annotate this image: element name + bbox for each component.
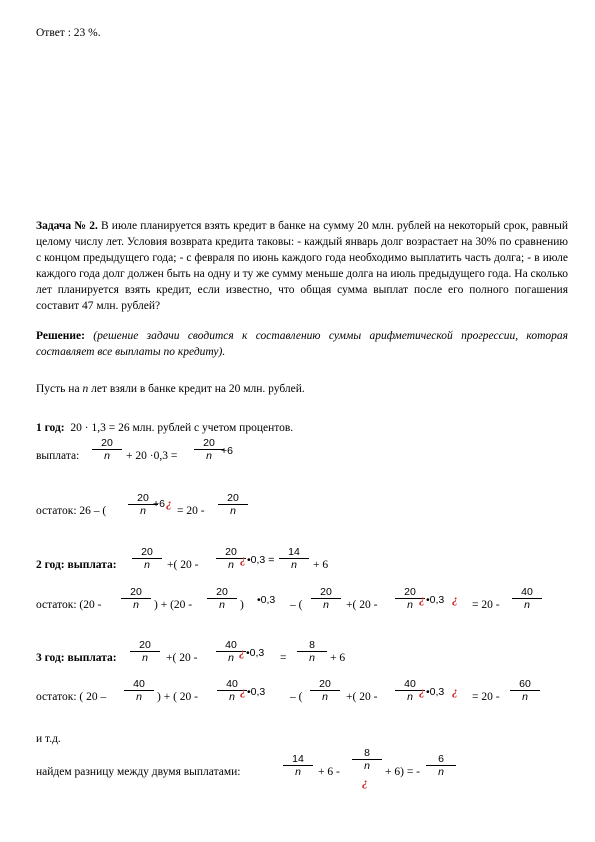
fraction: $\frac{40}{n}$ <box>216 639 246 664</box>
fraction: $\frac{20}{n}$ <box>194 437 224 462</box>
diff-a: + 6 - <box>318 766 340 778</box>
problem-paragraph <box>36 218 568 314</box>
fraction: $\frac{8}{n}$ <box>297 639 327 664</box>
fraction: $\frac{20}{n}$ <box>395 586 425 611</box>
fraction: $\frac{20}{n}$ <box>218 492 248 517</box>
red-glyph: ¿ <box>240 554 246 566</box>
diff-b: + 6) = - <box>385 766 421 778</box>
year2-pay-c: + 6 <box>313 559 329 571</box>
red-glyph: ¿ <box>419 686 425 698</box>
fraction: $\frac{20}{n}$ <box>132 546 162 571</box>
red-glyph: ¿ <box>452 686 458 698</box>
year2-label: 2 год: выплата: <box>36 559 117 571</box>
year2-rest-a: ) + (20 - <box>154 599 193 611</box>
fraction: $\frac{60}{n}$ <box>510 678 540 703</box>
year3-rest-f: = 20 - <box>472 691 500 703</box>
diff-label: найдем разницу между двумя выплатами: <box>36 766 241 778</box>
year3-pay-a: +( 20 - <box>166 652 198 664</box>
year3-rest-b: •0,3 <box>247 686 266 698</box>
fraction: $\frac{14}{n}$ <box>279 546 309 571</box>
fraction: $\frac{14}{n}$ <box>283 753 313 778</box>
year1-pay-end: +6 <box>221 445 233 457</box>
red-glyph: ¿ <box>239 647 245 659</box>
year1-rest-label: остаток: 26 – ( <box>36 505 107 517</box>
fraction: $\frac{20}{n}$ <box>310 678 340 703</box>
fraction: $\frac{20}{n}$ <box>130 639 160 664</box>
year2-rest-f: •0,3 <box>426 594 445 606</box>
fraction: $\frac{6}{n}$ <box>426 753 456 778</box>
year2-rest-label: остаток: (20 - <box>36 599 102 611</box>
year2-rest-e: +( 20 - <box>346 599 378 611</box>
year3-pay-c: = <box>280 652 287 664</box>
year1-label: 1 год: <box>36 422 65 434</box>
fraction: $\frac{20}{n}$ <box>128 492 158 517</box>
year1-rest-mid: +6 <box>153 498 165 510</box>
answer-line: Ответ : 23 %. <box>36 27 101 39</box>
year1-pay-label: выплата: <box>36 450 80 462</box>
year2-rest-b: ) <box>240 599 244 611</box>
fraction: $\frac{40}{n}$ <box>124 678 154 703</box>
year3-pay-d: + 6 <box>330 652 346 664</box>
year3-pay-b: •0,3 <box>246 647 265 659</box>
red-glyph: ¿ <box>166 498 172 510</box>
fraction: $\frac{20}{n}$ <box>216 546 246 571</box>
year3-rest-d: +( 20 - <box>346 691 378 703</box>
year2-rest-g: = 20 - <box>472 599 500 611</box>
year1-line: 1 год: 20 · 1,3 = 26 млн. рублей с учетом процентов. <box>36 422 294 434</box>
year1-pay-expr: + 20 ·0,3 = <box>126 450 178 462</box>
fraction: $\frac{20}{n}$ <box>311 586 341 611</box>
year3-rest-label: остаток: ( 20 – <box>36 691 107 703</box>
fraction: $\frac{20}{n}$ <box>121 586 151 611</box>
intro-line: Пусть на n лет взяли в банке кредит на 20 млн. рублей. <box>36 383 305 395</box>
year1-rest-end: = 20 - <box>177 505 205 517</box>
year3-label: 3 год: выплата: <box>36 652 117 664</box>
fraction: $\frac{40}{n}$ <box>217 678 247 703</box>
red-glyph: ¿ <box>452 594 458 606</box>
etc-line: и т.д. <box>36 733 61 745</box>
year2-rest-d: – ( <box>290 599 303 611</box>
fraction: $\frac{40}{n}$ <box>512 586 542 611</box>
solution-note: (решение задачи сводится к составлению суммы арифметической прогрессии, которая составляет все выплаты по кредиту). <box>36 330 568 358</box>
problem-text: В июле планируется взять кредит в банке на сумму 20 млн. рублей на некоторый срок, равный целому числу лет. Условия возврата кредита таковы: - каждый январь долг возрастает на 30% по сравнению с концом предыдущего года; - с февраля по июнь каждого года необходимо выплатить часть долга; - в июле каждого года долг должен быть на одну и ту же сумму меньше долга на июль предыдущего года. На сколько лет планируется взять кредит, если известно, что общая сумма выплат после его полного погашения составит 47 млн. рублей? <box>36 220 569 312</box>
fraction: $\frac{20}{n}$ <box>92 437 122 462</box>
red-glyph: ¿ <box>362 777 368 789</box>
year2-pay-a: +( 20 - <box>167 559 199 571</box>
year3-rest-e: •0,3 <box>426 686 445 698</box>
solution-paragraph <box>36 328 568 360</box>
fraction: $\frac{20}{n}$ <box>207 586 237 611</box>
solution-label: Решение: <box>36 330 85 342</box>
fraction: $\frac{40}{n}$ <box>395 678 425 703</box>
red-glyph: ¿ <box>419 594 425 606</box>
year2-rest-c: •0,3 <box>257 594 276 606</box>
year2-pay-b: •0,3 = <box>247 554 275 566</box>
problem-title: Задача № 2. <box>36 220 98 232</box>
fraction: $\frac{8}{n}$ <box>352 747 382 772</box>
year3-rest-a: ) + ( 20 - <box>157 691 198 703</box>
red-glyph: ¿ <box>240 686 246 698</box>
year3-rest-c: – ( <box>290 691 303 703</box>
